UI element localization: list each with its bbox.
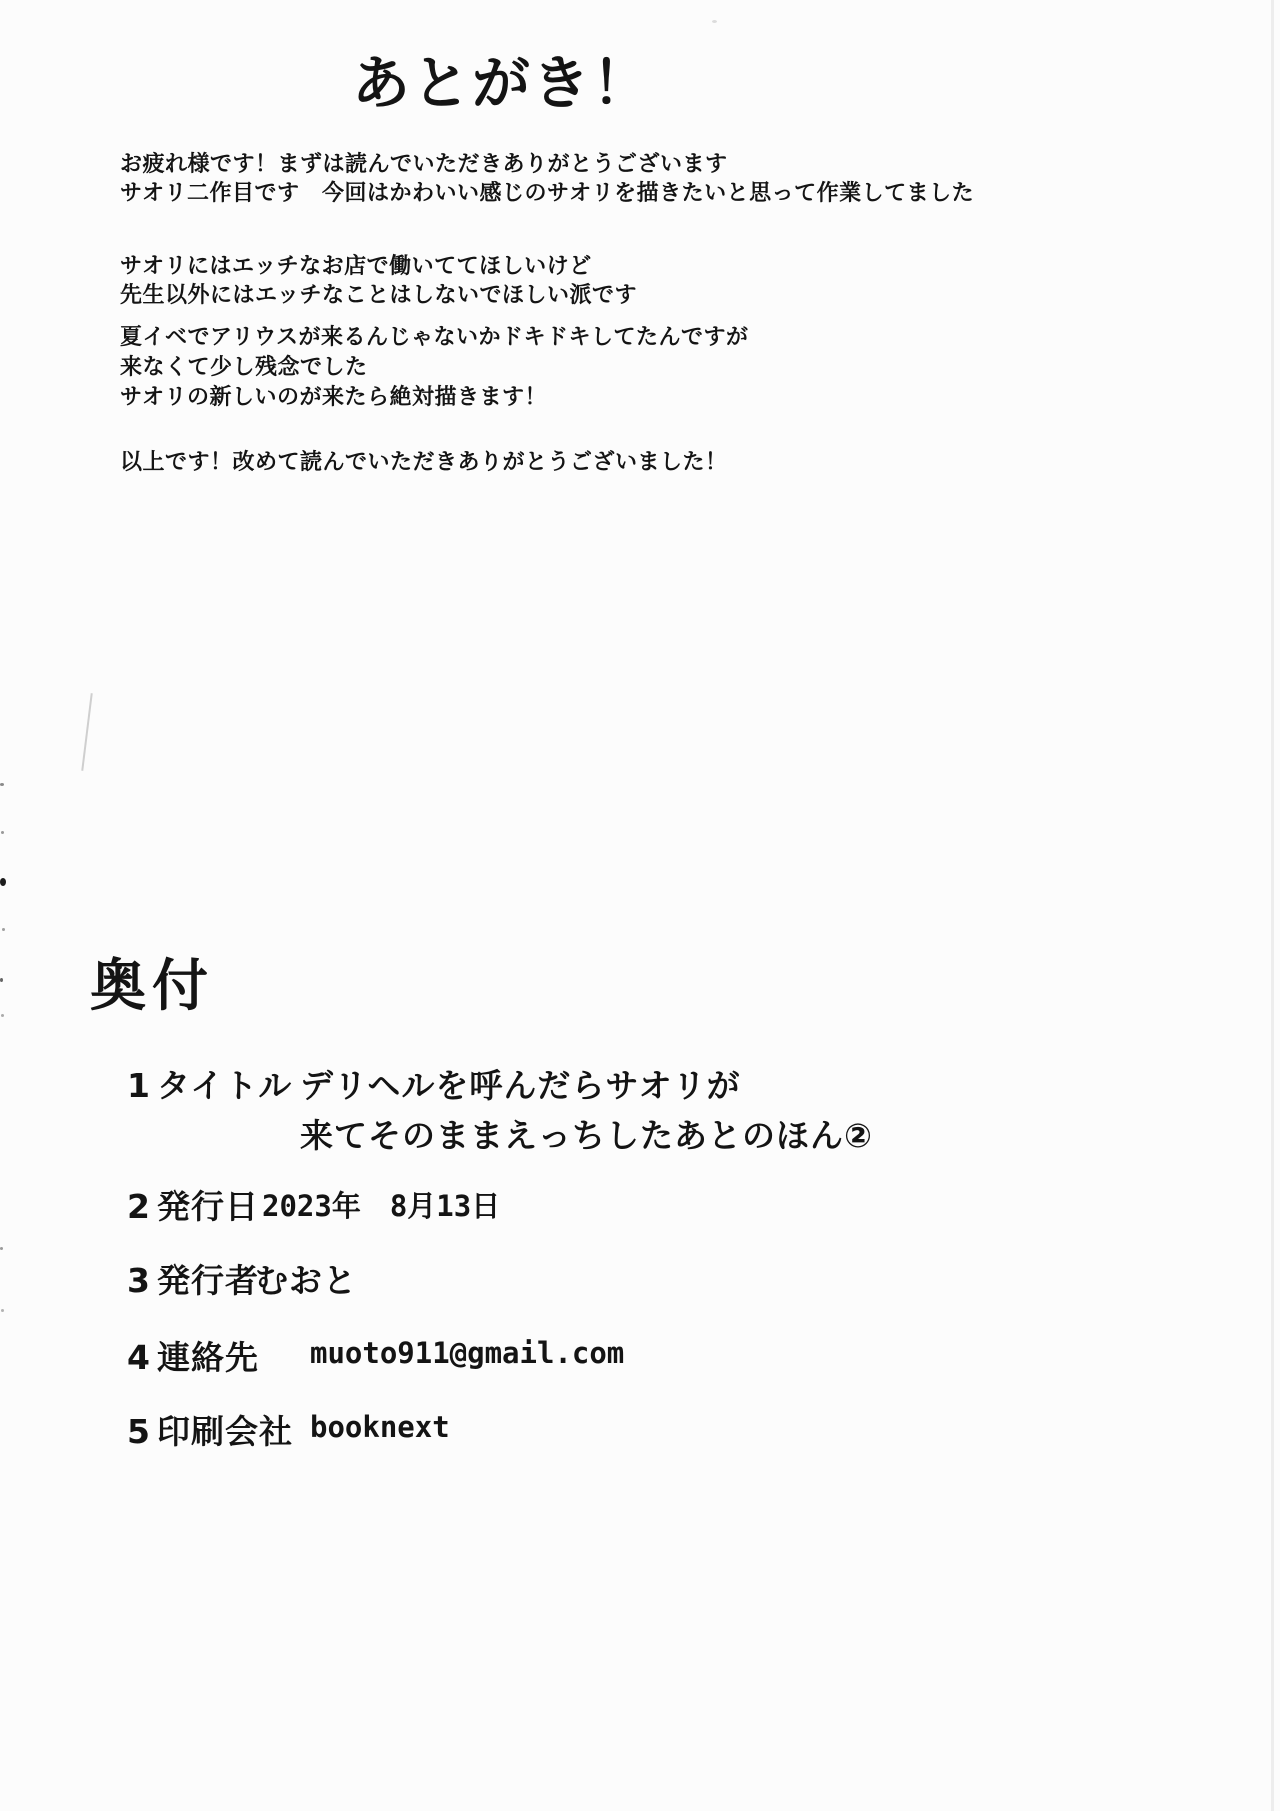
afterword-line: 夏イベでアリウスが来るんじゃないかドキドキしてたんですが	[120, 325, 749, 350]
scan-edge-line	[1271, 0, 1274, 1811]
colophon-item-value: デリヘルを呼んだらサオリが	[300, 1066, 741, 1105]
colophon-item-value: booknext	[310, 1410, 450, 1444]
afterword-line: サオリ二作目です 今回はかわいい感じのサオリを描きたいと思って作業してました	[120, 181, 975, 206]
colophon-item-label: 2 発行日	[127, 1187, 259, 1226]
afterword-heading: あとがき！	[352, 49, 653, 117]
colophon-item-value-email: muoto911@gmail.com	[310, 1336, 625, 1370]
scan-artifact	[2, 928, 5, 931]
colophon-item-number: 4	[127, 1338, 151, 1377]
scan-artifact	[0, 878, 6, 886]
scan-artifact	[1, 831, 4, 834]
colophon-item-label: 3 発行者	[127, 1261, 259, 1300]
scan-artifact	[712, 20, 717, 23]
colophon-item-value-line2: 来てそのままえっちしたあとのほん②	[300, 1116, 873, 1155]
afterword-line: サオリにはエッチなお店で働いててほしいけど	[120, 254, 592, 279]
scan-artifact	[0, 978, 3, 982]
colophon-item-number: 1	[127, 1066, 151, 1105]
colophon-item-label: 5 印刷会社	[127, 1412, 293, 1451]
colophon-item-number: 5	[127, 1412, 151, 1451]
scan-artifact	[81, 693, 92, 771]
afterword-line: 以上です！改めて読んでいただきありがとうございました！	[120, 450, 728, 475]
colophon-item-number: 2	[127, 1187, 151, 1226]
colophon-item-value: 2023年 8月13日	[262, 1189, 501, 1223]
scan-artifact	[1, 1014, 4, 1017]
scan-artifact	[0, 783, 4, 786]
afterword-line: 先生以外にはエッチなことはしないでほしい派です	[120, 283, 638, 308]
colophon-item-number: 3	[127, 1261, 151, 1300]
afterword-line: お疲れ様です！まずは読んでいただきありがとうございます	[120, 152, 728, 177]
afterword-line: 来なくて少し残念でした	[120, 355, 368, 380]
colophon-item-value: むおと	[255, 1261, 357, 1300]
scan-artifact	[1, 1309, 4, 1312]
colophon-item-label: 4 連絡先	[127, 1338, 259, 1377]
colophon-heading: 奥付	[90, 954, 214, 1019]
scan-artifact	[0, 1247, 3, 1250]
colophon-item-label: 1 タイトル	[127, 1066, 293, 1105]
afterword-line: サオリの新しいのが来たら絶対描きます！	[120, 385, 548, 410]
